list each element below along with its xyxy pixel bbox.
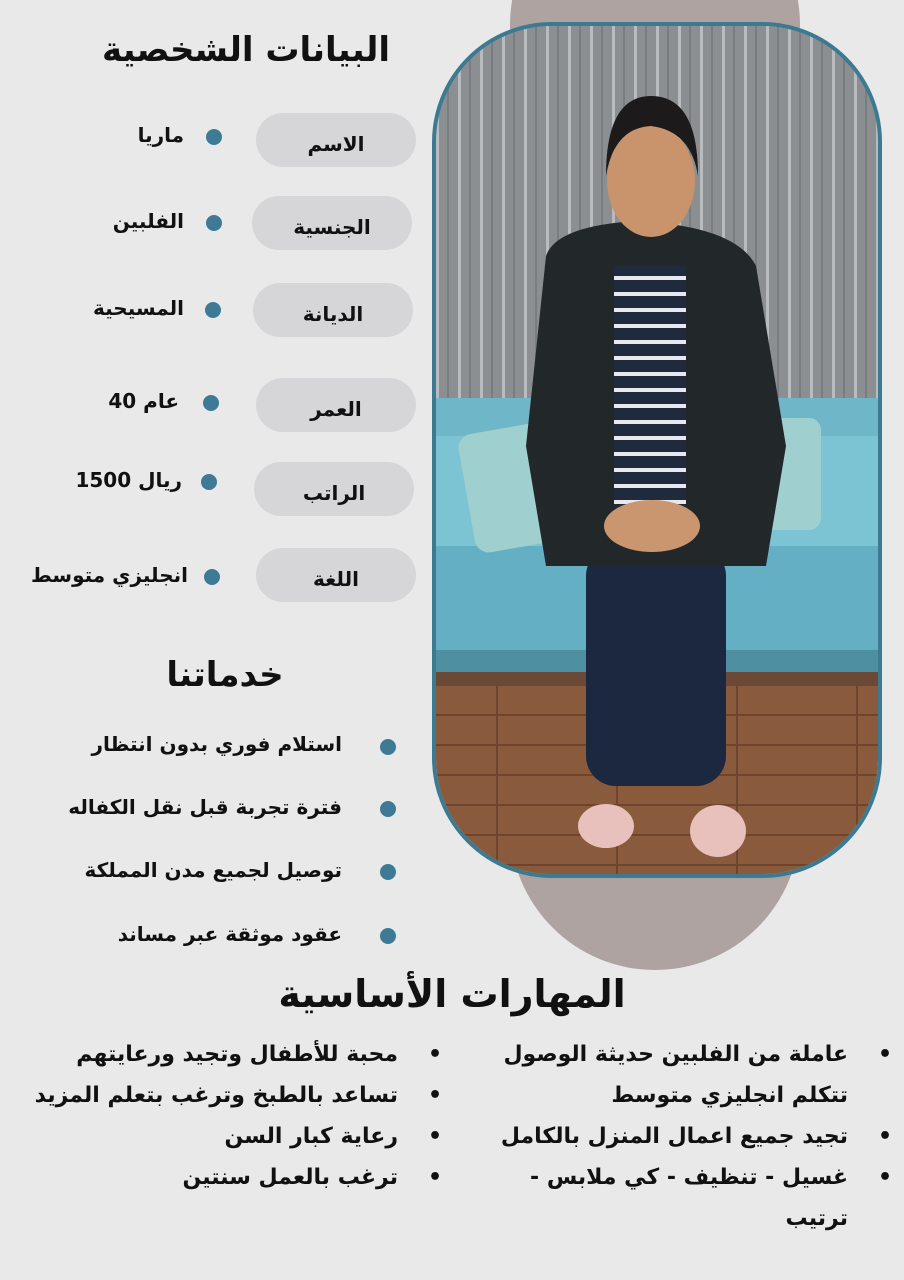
skills-title: المهارات الأساسية — [278, 972, 626, 1016]
bullet-dot — [380, 801, 396, 817]
skill-item: • تساعد بالطبخ وترغب بتعلم المزيد — [24, 1075, 444, 1116]
bullet-dot — [380, 928, 396, 944]
bullet-dot — [206, 129, 222, 145]
label-pill-nationality: الجنسية — [252, 196, 412, 250]
skill-item: • ترغب بالعمل سنتين — [24, 1157, 444, 1198]
skill-item: • تجيد جميع اعمال المنزل بالكامل — [464, 1116, 894, 1157]
bullet-icon: • — [427, 1124, 442, 1149]
bullet-icon: • — [427, 1042, 442, 1067]
label-pill-age: العمر — [256, 378, 416, 432]
value-name: ماريا — [137, 123, 184, 147]
bullet-dot — [206, 215, 222, 231]
service-item: فترة تجربة قبل نقل الكفاله — [68, 795, 342, 819]
value-salary: 1500 ريال — [75, 468, 182, 492]
value-language: انجليزي متوسط — [30, 563, 188, 587]
services-title: خدماتنا — [166, 655, 284, 695]
skill-item: • عاملة من الفلبين حديثة الوصول تتكلم انجليزي متوسط — [464, 1034, 894, 1116]
bullet-dot — [201, 474, 217, 490]
bullet-icon: • — [427, 1165, 442, 1190]
service-item: توصيل لجميع مدن المملكة — [84, 858, 342, 882]
service-item: استلام فوري بدون انتظار — [91, 732, 342, 756]
label-pill-salary: الراتب — [254, 462, 414, 516]
bullet-icon: • — [877, 1042, 892, 1067]
label-pill-language: اللغة — [256, 548, 416, 602]
bullet-dot — [203, 395, 219, 411]
bullet-dot — [204, 569, 220, 585]
bullet-icon: • — [427, 1083, 442, 1108]
bullet-dot — [205, 302, 221, 318]
skill-item: • رعاية كبار السن — [24, 1116, 444, 1157]
skills-left-list — [24, 1034, 444, 1198]
skill-item: • غسيل - تنظيف - كي ملابس - ترتيب — [464, 1157, 894, 1239]
bullet-dot — [380, 739, 396, 755]
label-pill-name: الاسم — [256, 113, 416, 167]
personal-info-title: البيانات الشخصية — [101, 30, 390, 70]
value-age: 40 عام — [108, 389, 179, 413]
value-religion: المسيحية — [93, 296, 184, 320]
photo-illustration — [436, 26, 878, 874]
skills-right-list — [464, 1034, 894, 1239]
bullet-icon: • — [877, 1165, 892, 1190]
bullet-icon: • — [877, 1124, 892, 1149]
bullet-dot — [380, 864, 396, 880]
worker-photo — [432, 22, 882, 878]
label-pill-religion: الديانة — [253, 283, 413, 337]
skill-item: • محبة للأطفال وتجيد ورعايتهم — [24, 1034, 444, 1075]
value-nationality: الفلبين — [112, 209, 184, 233]
service-item: عقود موثقة عبر مساند — [117, 922, 342, 946]
